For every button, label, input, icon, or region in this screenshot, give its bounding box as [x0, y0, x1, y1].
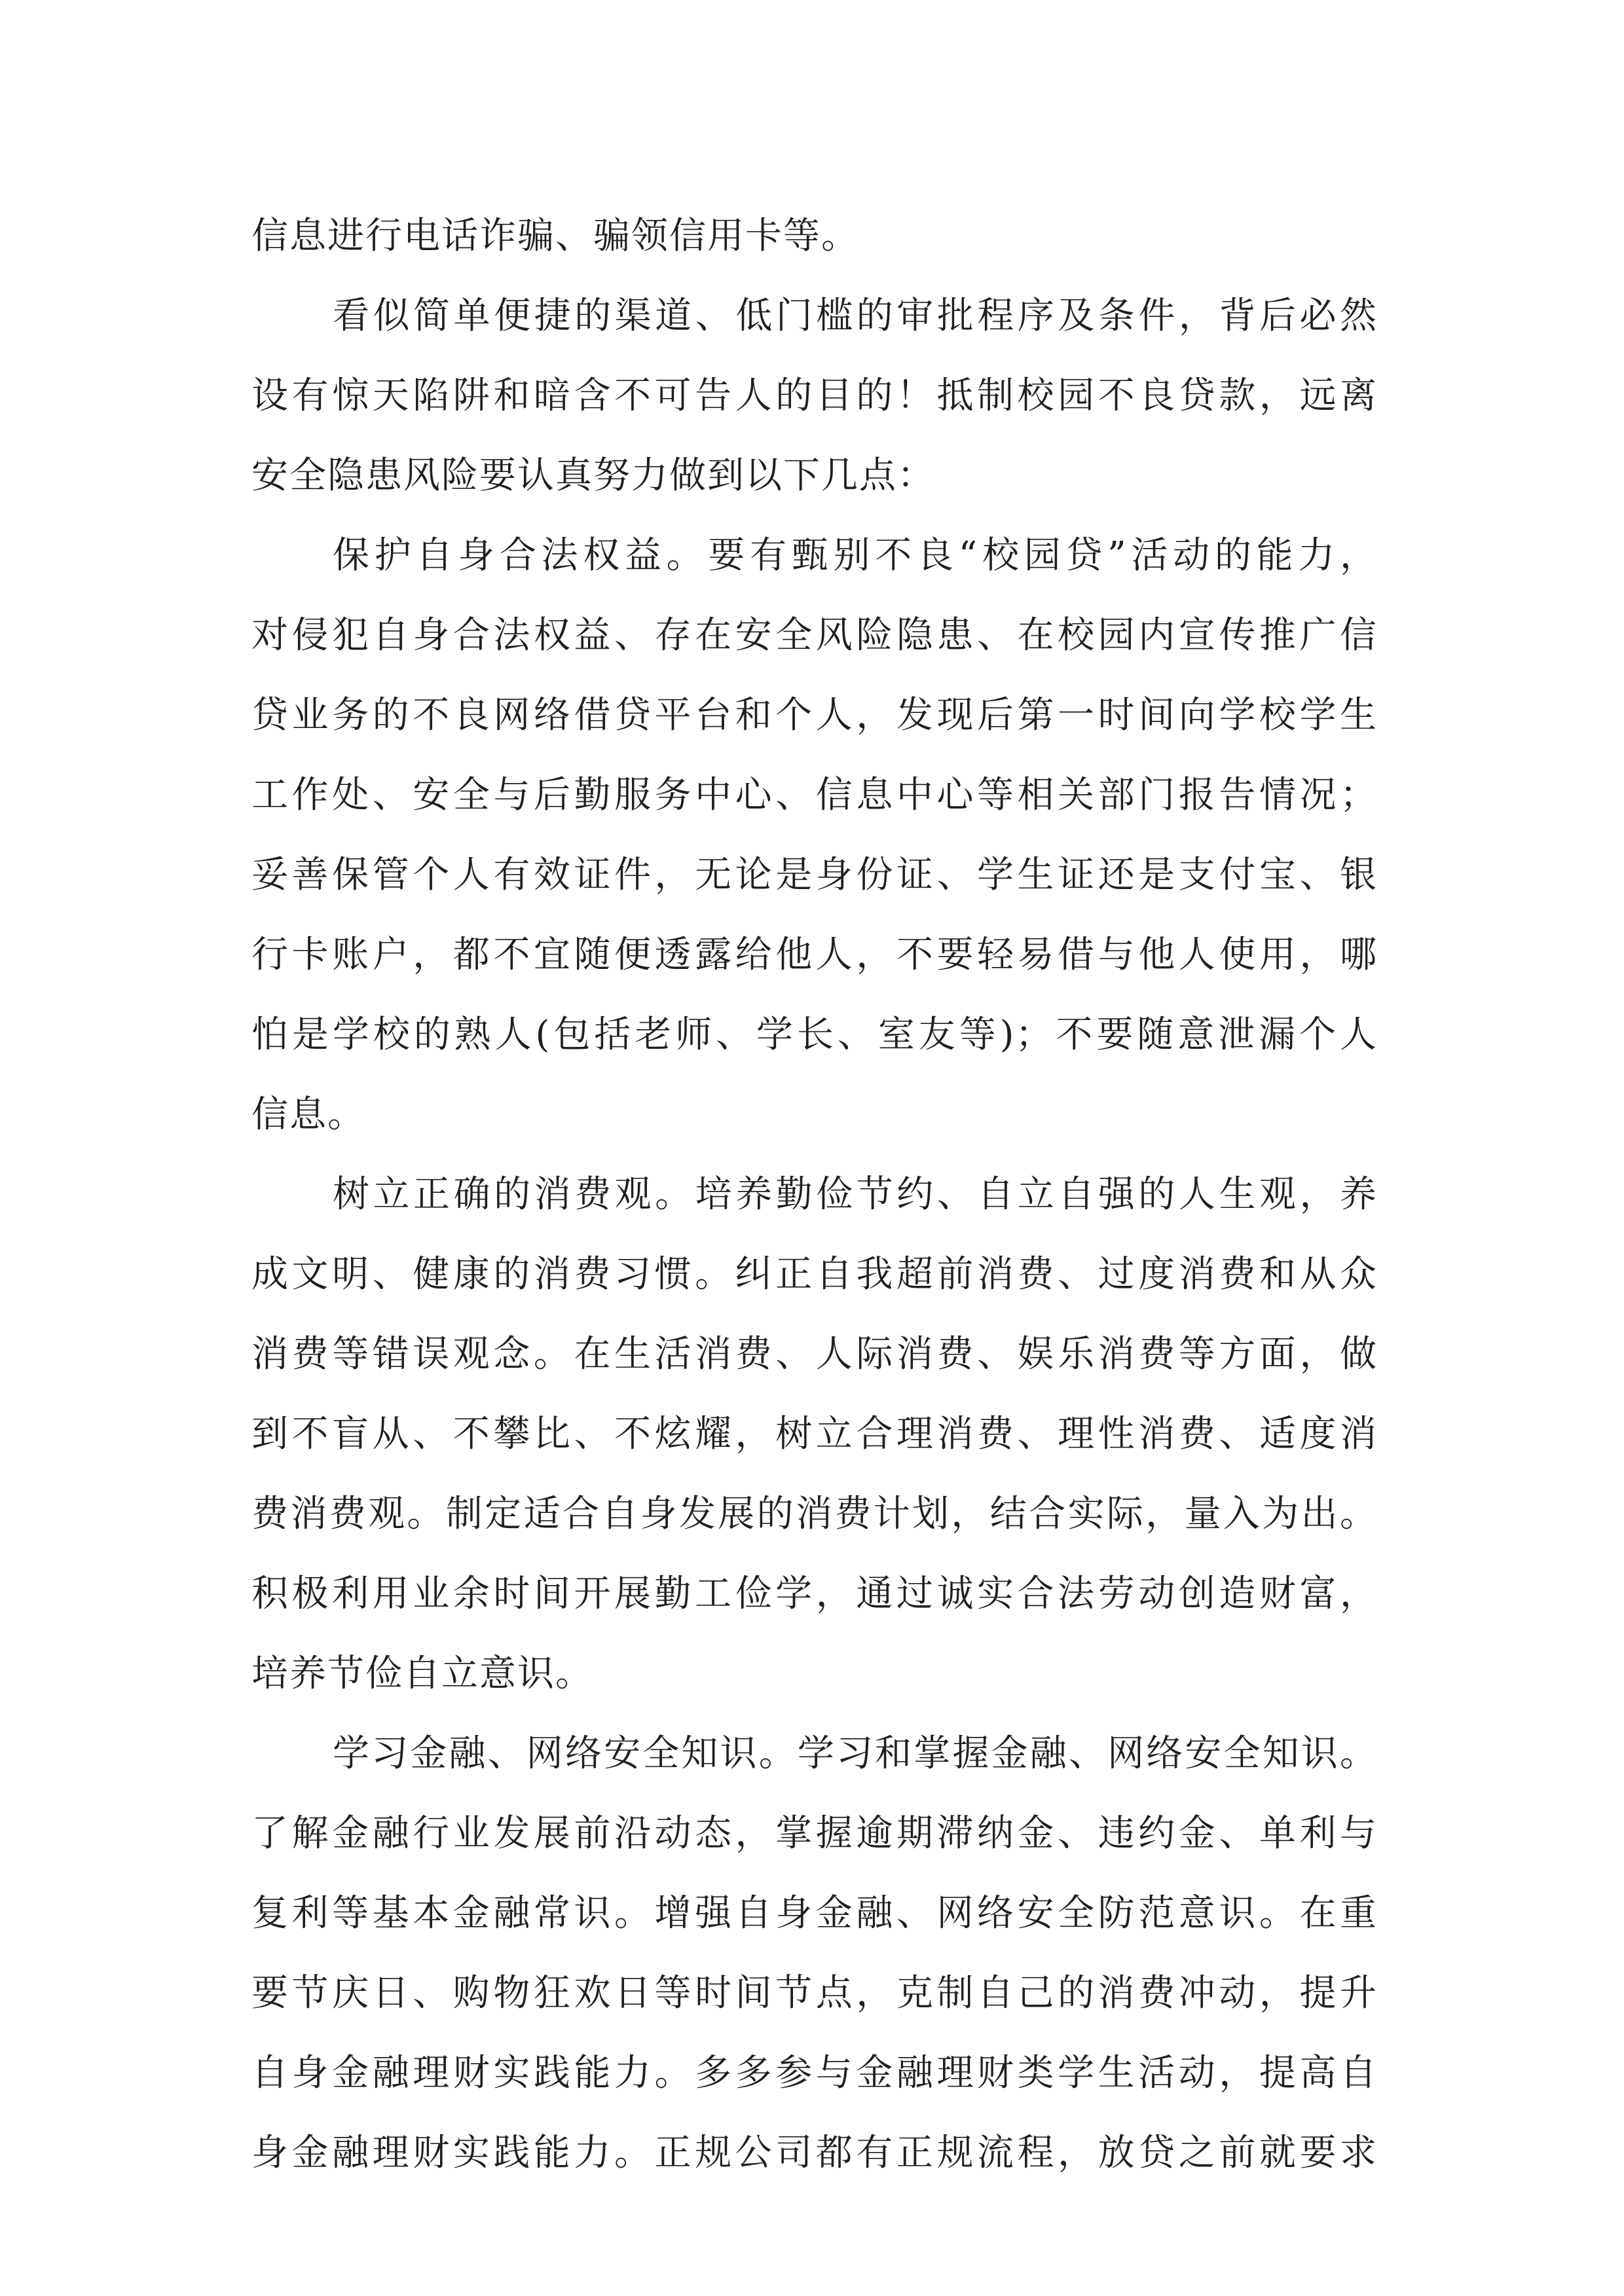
text-line: 行卡账户，都不宜随便透露给他人，不要轻易借与他人使用，哪	[251, 934, 1378, 976]
text-line: 自身金融理财实践能力。多多参与金融理财类学生活动，提高自	[251, 2052, 1378, 2094]
paragraph-consumption-view	[251, 1155, 1378, 1714]
text-line: 怕是学校的熟人(包括老师、学长、室友等)；不要随意泄漏个人	[251, 1013, 1378, 1056]
paragraph-financial-knowledge	[251, 1714, 1378, 2193]
text-line: 看似简单便捷的渠道、低门槛的审批程序及条件，背后必然	[333, 295, 1378, 337]
document-body	[251, 196, 1378, 2193]
text-line: 培养节俭自立意识。	[251, 1652, 593, 1695]
text-line: 信息进行电话诈骗、骗领信用卡等。	[251, 215, 859, 257]
text-line: 消费等错误观念。在生活消费、人际消费、娱乐消费等方面，做	[251, 1333, 1378, 1376]
text-line: 贷业务的不良网络借贷平台和个人，发现后第一时间向学校学生	[251, 694, 1378, 737]
paragraph-warning	[251, 276, 1378, 516]
text-line: 妥善保管个人有效证件，无论是身份证、学生证还是支付宝、银	[251, 854, 1378, 896]
text-line: 了解金融行业发展前沿动态，掌握逾期滞纳金、违约金、单利与	[251, 1812, 1378, 1855]
text-line: 费消费观。制定适合自身发展的消费计划，结合实际，量入为出。	[251, 1493, 1378, 1535]
text-line: 要节庆日、购物狂欢日等时间节点，克制自己的消费冲动，提升	[251, 1972, 1378, 2014]
text-line: 成文明、健康的消费习惯。纠正自我超前消费、过度消费和从众	[251, 1253, 1378, 1296]
text-line: 信息。	[251, 1093, 365, 1136]
text-line: 树立正确的消费观。培养勤俭节约、自立自强的人生观，养	[333, 1173, 1378, 1216]
paragraph-protect-rights	[251, 516, 1378, 1155]
text-line: 到不盲从、不攀比、不炫耀，树立合理消费、理性消费、适度消	[251, 1413, 1378, 1455]
text-line: 学习金融、网络安全知识。学习和掌握金融、网络安全知识。	[333, 1732, 1378, 1775]
text-line: 积极利用业余时间开展勤工俭学，通过诚实合法劳动创造财富，	[251, 1573, 1378, 1615]
text-line: 复利等基本金融常识。增强自身金融、网络安全防范意识。在重	[251, 1892, 1378, 1935]
text-line: 设有惊天陷阱和暗含不可告人的目的！抵制校园不良贷款，远离	[251, 374, 1378, 417]
text-line: 保护自身合法权益。要有甄别不良“校园贷”活动的能力，	[333, 534, 1378, 577]
text-line: 对侵犯自身合法权益、存在安全风险隐患、在校园内宣传推广信	[251, 614, 1378, 657]
text-line: 身金融理财实践能力。正规公司都有正规流程，放贷之前就要求	[251, 2132, 1378, 2174]
text-line: 安全隐患风险要认真努力做到以下几点：	[251, 454, 935, 497]
paragraph-continuation	[251, 196, 1378, 276]
text-line: 工作处、安全与后勤服务中心、信息中心等相关部门报告情况；	[251, 774, 1378, 816]
